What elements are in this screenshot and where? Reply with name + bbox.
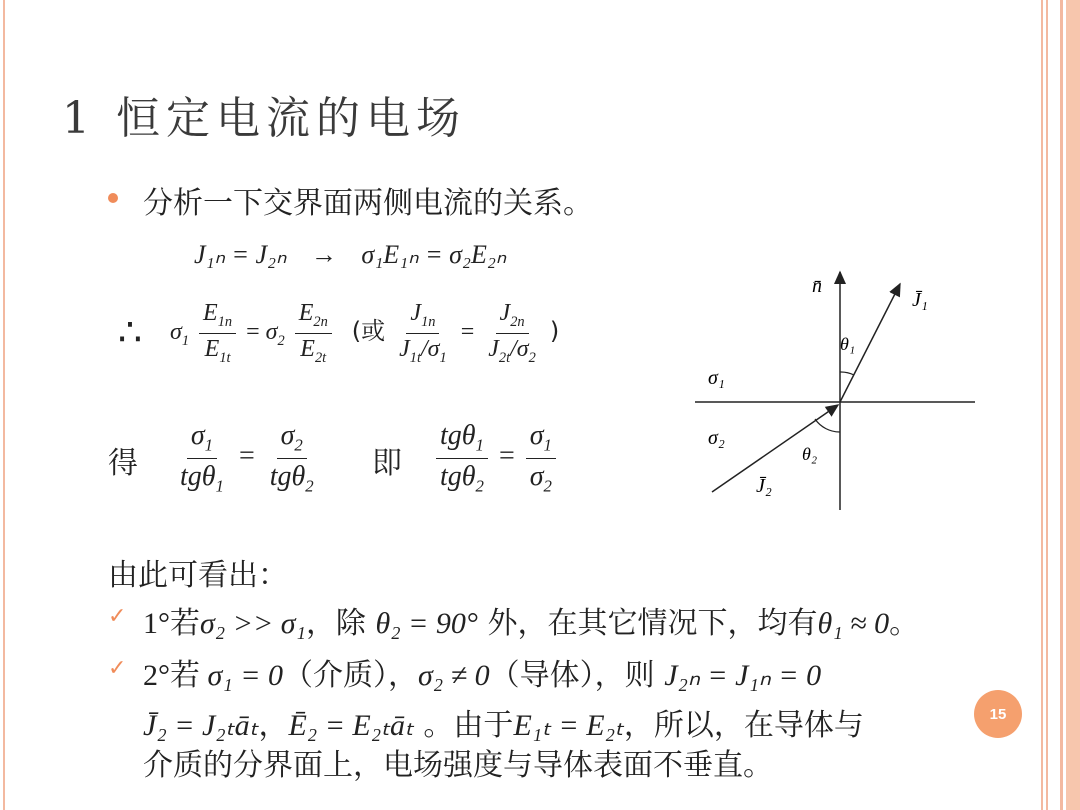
close-paren: ) — [549, 316, 560, 345]
j1-label: J̄₁ — [912, 289, 928, 311]
refraction-diagram — [690, 260, 990, 520]
sigma2-label: σ₂ — [708, 427, 725, 449]
de-text: 得 — [108, 446, 138, 481]
normal-label: n̄ — [812, 275, 822, 297]
slide-title: 1 恒定电流的电场 — [62, 93, 466, 144]
conclusion-line-1: J̄₂ = J₂ₜāₜ，Ē₂ = E₂ₜāₜ 。由于E₁ₜ = E₂ₜ，所以，在导体与 — [143, 708, 864, 743]
frame-line-right — [1060, 0, 1063, 810]
bullet-dot-icon — [108, 193, 118, 203]
theta1-label: θ₁ — [840, 334, 856, 354]
point-2: 2°若 σ₁ = 0（介质），σ₂ ≠ 0（导体），则 J₂ₙ = J₁ₙ = 0 — [143, 658, 822, 693]
eq1-left: J₁ₙ = J₂ₙ — [194, 240, 287, 269]
frame-line-right — [1046, 0, 1048, 810]
equation-normal-current — [194, 240, 506, 270]
eq1-arrow: → — [310, 240, 337, 269]
fraction: $\frac{E_{1n}}{E_{1t}}$ — [199, 300, 236, 367]
equation-ratio: $\sigma_1$ $\frac{E_{1n}}{E_{1t}}$ = $\sigma_2$ $\frac{E_{2n}}{E_{2t}}$ (或 $\frac{J_{1n}}{J_{1t}/\sigma_1}$ = $\frac{J_{2n}}{J_{2t}/\sigma_2}$ ) — [170, 300, 560, 366]
conclusion-line-2: 介质的分界面上，电场强度与导体表面不垂直。 — [143, 748, 773, 783]
page-number-badge: 15 — [974, 690, 1022, 738]
frame-line-left — [3, 0, 5, 810]
equation-result-1: $\frac{\sigma_1}{tg\theta_1}$ = $\frac{\sigma_2}{tg\theta_2}$ — [180, 420, 314, 496]
checkmark-icon: ✓ — [108, 604, 127, 629]
or-text: (或 — [351, 316, 386, 345]
checkmark-icon: ✓ — [108, 656, 127, 681]
bullet-text: 分析一下交界面两侧电流的关系。 — [143, 186, 593, 221]
frame-band-right — [1066, 0, 1080, 810]
equation-result-2: $\frac{tg\theta_1}{tg\theta_2}$ = $\frac{\sigma_1}{\sigma_2}$ — [432, 420, 560, 496]
ji-text: 即 — [372, 446, 402, 481]
eq1-right: σ₁E₁ₙ = σ₂E₂ₙ — [361, 240, 507, 269]
j2-label: J̄₂ — [756, 475, 772, 497]
fraction: $\frac{E_{2n}}{E_{2t}}$ — [295, 300, 332, 367]
subheading: 由此可看出： — [108, 558, 288, 593]
therefore-symbol: ∴ — [118, 310, 143, 354]
theta2-label: θ₂ — [802, 444, 818, 464]
point-1: 1°若σ₂ >> σ₁，除 θ₂ = 90° 外，在其它情况下，均有θ₁ ≈ 0。 — [143, 606, 920, 641]
sigma1-label: σ₁ — [708, 367, 725, 389]
fraction: $\frac{J_{1n}}{J_{1t}/\sigma_1}$ — [399, 300, 447, 366]
frame-line-right — [1041, 0, 1043, 810]
fraction: $\frac{J_{2n}}{J_{2t}/\sigma_2}$ — [488, 300, 536, 366]
